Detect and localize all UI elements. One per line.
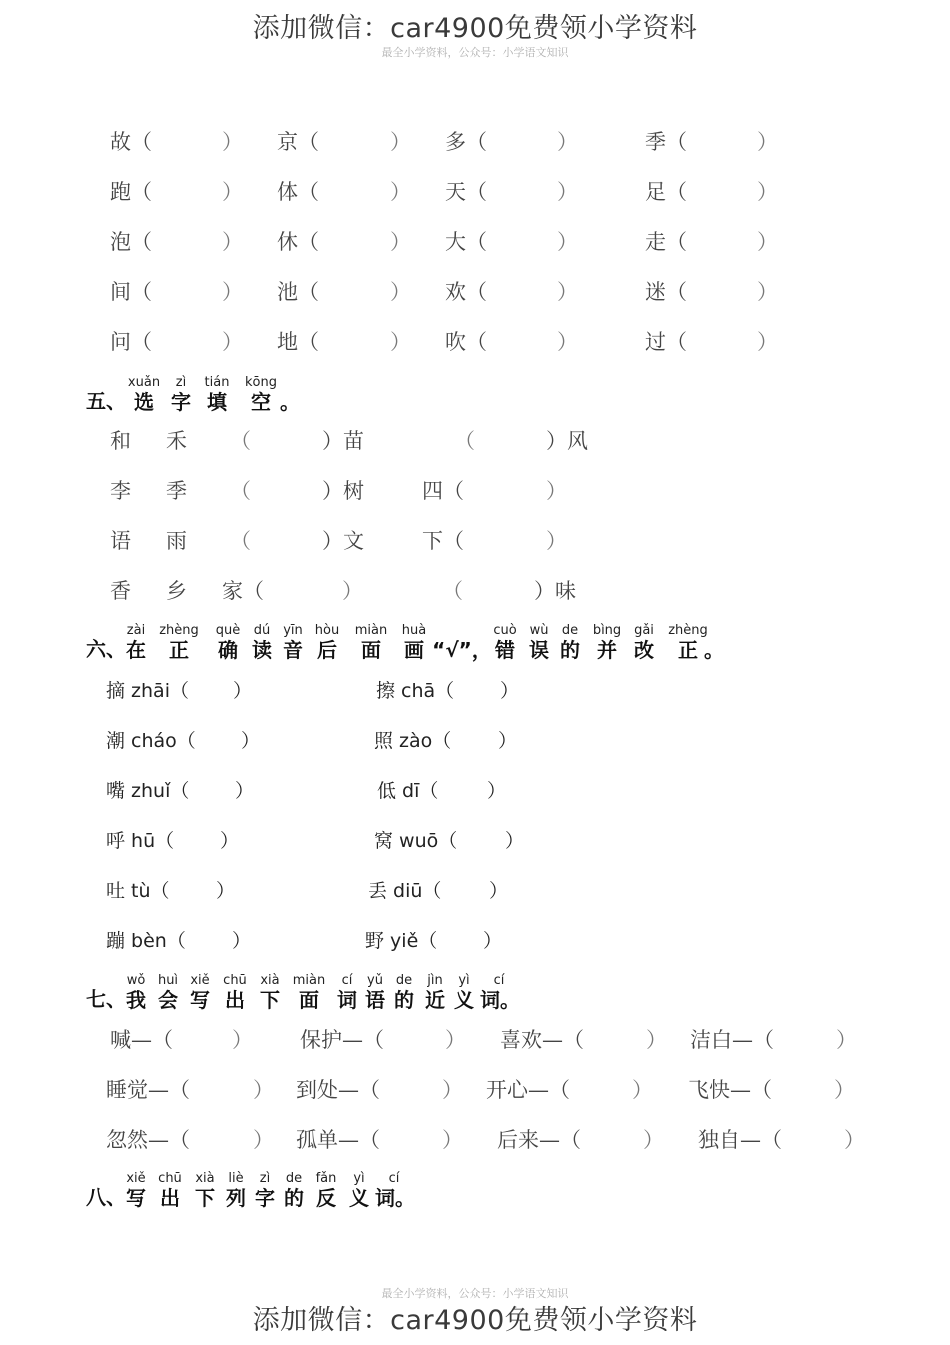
pinyin-char <box>346 1171 372 1210</box>
blank-close: ） <box>546 529 567 553</box>
char-blank: 大（ <box>445 230 487 254</box>
hanzi: 字 <box>171 390 191 414</box>
blank-open: （ <box>442 579 463 603</box>
pinyin-char <box>248 623 276 662</box>
blank-open: （ <box>230 479 251 503</box>
pinyin-item: 潮 cháo（ <box>106 730 196 752</box>
synonym-prompt: 喜欢—（ <box>500 1028 584 1052</box>
synonym-prompt: 洁白—（ <box>690 1028 774 1052</box>
choice-char-a: 李 <box>110 479 131 503</box>
section8-heading <box>86 1160 506 1210</box>
hanzi: 出 <box>225 988 245 1012</box>
blank-close: ） <box>222 180 243 204</box>
pinyin-item: 照 zào（ <box>374 730 452 752</box>
blank-close: ） <box>489 880 509 902</box>
pinyin-char <box>311 1171 341 1210</box>
pinyin: zì <box>259 1171 271 1186</box>
pinyin: huà <box>401 623 427 638</box>
choice-char-b: 季 <box>166 479 187 503</box>
char-blank: 吹（ <box>445 330 487 354</box>
hanzi: 词 <box>337 988 357 1012</box>
char-blank: 体（ <box>277 180 319 204</box>
hanzi: 面 <box>361 638 381 662</box>
pinyin: zhèng <box>668 623 708 638</box>
pinyin: cuò <box>493 623 517 638</box>
pinyin-char <box>289 973 329 1012</box>
pinyin-item: 丢 diū（ <box>368 880 442 902</box>
pinyin: kōng <box>245 375 277 390</box>
synonym-prompt: 忽然—（ <box>106 1128 190 1152</box>
blank-close: ） <box>505 830 525 852</box>
pinyin: dú <box>253 623 271 638</box>
blank-word: 家（ <box>222 579 264 603</box>
hanzi: 错 <box>495 638 515 662</box>
choice-char-b: 雨 <box>166 529 187 553</box>
pinyin: wǒ <box>126 973 146 988</box>
blank-close: ） <box>222 330 243 354</box>
blank-close: ） <box>483 930 503 952</box>
blank-close: ） <box>557 180 578 204</box>
hanzi: 反 <box>316 1186 336 1210</box>
blank-close: ） <box>232 1028 253 1052</box>
pinyin-item: 蹦 bèn（ <box>106 930 186 952</box>
blank-close: ） <box>222 130 243 154</box>
hanzi: 确 <box>218 638 238 662</box>
blank-close: ） <box>390 230 411 254</box>
pinyin-char <box>252 1171 278 1210</box>
blank-close: ） <box>632 1078 653 1102</box>
pinyin-char <box>122 623 150 662</box>
blank-open: （ <box>230 429 251 453</box>
pinyin-item: 嘴 zhuǐ（ <box>106 780 190 802</box>
hanzi: 正 <box>169 638 189 662</box>
section4-row <box>0 176 950 206</box>
pinyin: cí <box>388 1171 400 1186</box>
pinyin: gǎi <box>634 623 654 638</box>
pinyin-char <box>391 973 417 1012</box>
pinyin-char <box>154 623 204 662</box>
blank-word: ）苗 <box>322 429 364 453</box>
blank-close: ） <box>390 130 411 154</box>
blank-close: ） <box>442 1078 463 1102</box>
header-banner: 添加微信：car4900免费领小学资料 <box>252 13 698 44</box>
pinyin: xuǎn <box>127 375 161 390</box>
pinyin-char <box>241 375 281 414</box>
section4-row <box>0 326 950 356</box>
pinyin-item: 擦 chā（ <box>376 680 455 702</box>
choice-char-b: 禾 <box>166 429 187 453</box>
char-blank: 跑（ <box>110 180 152 204</box>
hanzi: 列 <box>226 1186 246 1210</box>
blank-close: ） <box>757 230 778 254</box>
pinyin: wù <box>529 623 549 638</box>
pinyin: zài <box>126 623 146 638</box>
pinyin-char <box>199 375 235 414</box>
blank-close: ） <box>222 230 243 254</box>
footer-banner: 添加微信：car4900免费领小学资料 <box>252 1305 698 1336</box>
pinyin: chū <box>223 973 247 988</box>
pinyin: xià <box>260 973 280 988</box>
blank-close: ） <box>235 780 255 802</box>
hanzi: 在 <box>126 638 146 662</box>
section5-row <box>0 575 950 605</box>
pinyin: miàn <box>354 623 388 638</box>
hanzi: 并 <box>597 638 617 662</box>
blank-close: ） <box>222 280 243 304</box>
blank-word: ）文 <box>322 529 364 553</box>
pinyin: liè <box>228 1171 244 1186</box>
blank-open: （ <box>230 529 251 553</box>
pinyin: bìng <box>592 623 622 638</box>
pinyin: huì <box>157 973 179 988</box>
synonym-prompt: 开心—（ <box>486 1078 570 1102</box>
char-blank: 迷（ <box>645 280 687 304</box>
blank-close: ） <box>232 930 252 952</box>
pinyin-char <box>310 623 344 662</box>
choice-char-b: 乡 <box>166 579 187 603</box>
section6-row <box>0 776 950 806</box>
pinyin-item: 窝 wuō（ <box>374 830 458 852</box>
hanzi: 下 <box>195 1186 215 1210</box>
char-blank: 欢（ <box>445 280 487 304</box>
hanzi: 词。 <box>480 988 520 1012</box>
pinyin-char <box>154 973 182 1012</box>
synonym-prompt: 飞快—（ <box>688 1078 772 1102</box>
section6-row <box>0 926 950 956</box>
blank-close: ） <box>390 180 411 204</box>
pinyin-char <box>556 623 584 662</box>
pinyin-item: 摘 zhāi（ <box>106 680 189 702</box>
pinyin-char <box>589 623 625 662</box>
hanzi: 画 <box>404 638 424 662</box>
hanzi: 义 <box>454 988 474 1012</box>
pinyin-char <box>154 1171 186 1210</box>
blank-close: ） <box>445 1028 466 1052</box>
pinyin-char <box>190 1171 220 1210</box>
pinyin: cí <box>493 973 505 988</box>
section5-row <box>0 475 950 505</box>
char-blank: 天（ <box>445 180 487 204</box>
section7-heading <box>86 962 606 1012</box>
pinyin-char <box>166 375 196 414</box>
hanzi: 的 <box>394 988 414 1012</box>
section6-row <box>0 726 950 756</box>
pinyin: yì <box>458 973 470 988</box>
pinyin: hòu <box>314 623 340 638</box>
section4-row <box>0 226 950 256</box>
blank-word: ）风 <box>546 429 588 453</box>
blank-close: ） <box>557 130 578 154</box>
blank-close: ） <box>557 280 578 304</box>
pinyin-char <box>254 973 286 1012</box>
pinyin: miàn <box>292 973 326 988</box>
blank-close: ） <box>546 479 567 503</box>
blank-close: ） <box>836 1028 857 1052</box>
pinyin: yīn <box>283 623 303 638</box>
hanzi: 。 <box>704 638 724 662</box>
synonym-prompt: 独自—（ <box>698 1128 782 1152</box>
blank-word: ）树 <box>322 479 364 503</box>
blank-close: ） <box>557 330 578 354</box>
pinyin-item: 野 yiě（ <box>365 930 438 952</box>
blank-close: ） <box>216 880 236 902</box>
pinyin: tián <box>204 375 230 390</box>
pinyin: xià <box>195 1171 215 1186</box>
synonym-prompt: 到处—（ <box>296 1078 380 1102</box>
section6-row <box>0 676 950 706</box>
pinyin-char <box>124 375 164 414</box>
pinyin: de <box>395 973 413 988</box>
pinyin-char <box>525 623 553 662</box>
hanzi: 出 <box>160 1186 180 1210</box>
hanzi: 音 <box>283 638 303 662</box>
blank-close: ） <box>253 1128 274 1152</box>
pinyin-char <box>350 623 392 662</box>
check-mark-quote <box>432 638 492 662</box>
pinyin-char <box>279 623 307 662</box>
blank-close: ） <box>834 1078 855 1102</box>
pinyin-item: 呼 hū（ <box>106 830 175 852</box>
blank-close: ） <box>390 330 411 354</box>
hanzi: 的 <box>560 638 580 662</box>
hanzi: 字 <box>255 1186 275 1210</box>
char-blank: 季（ <box>645 130 687 154</box>
hanzi: 填 <box>207 390 227 414</box>
pinyin-char <box>703 638 725 662</box>
pinyin: de <box>561 623 579 638</box>
pinyin: fǎn <box>315 1171 337 1186</box>
pinyin: què <box>215 623 241 638</box>
section7-row <box>0 1024 950 1054</box>
pinyin: zhèng <box>159 623 199 638</box>
pinyin-char <box>451 973 477 1012</box>
pinyin: xiě <box>190 973 210 988</box>
pinyin-char <box>212 623 244 662</box>
pinyin-char <box>122 1171 150 1210</box>
char-blank: 多（ <box>445 130 487 154</box>
hanzi: 正 <box>678 638 698 662</box>
char-blank: 过（ <box>645 330 687 354</box>
pinyin-char <box>280 1171 308 1210</box>
char-blank: 足（ <box>645 180 687 204</box>
hanzi: 我 <box>126 988 146 1012</box>
blank-close: ） <box>500 680 520 702</box>
hanzi: 面 <box>299 988 319 1012</box>
pinyin-char <box>480 973 518 1012</box>
pinyin-char <box>375 1171 413 1210</box>
blank-close: ） <box>643 1128 664 1152</box>
blank-close: ） <box>646 1028 667 1052</box>
pinyin-char <box>122 973 150 1012</box>
pinyin: yǔ <box>367 973 383 988</box>
pinyin-char <box>396 623 432 662</box>
hanzi: 词。 <box>375 1186 415 1210</box>
hanzi: 会 <box>158 988 178 1012</box>
blank-close: ） <box>241 730 261 752</box>
blank-close: ） <box>487 780 507 802</box>
hanzi: 义 <box>349 1186 369 1210</box>
hanzi: 近 <box>425 988 445 1012</box>
section5-row <box>0 425 950 455</box>
pinyin: cí <box>341 973 353 988</box>
blank-word: 下（ <box>422 529 464 553</box>
hanzi: 写 <box>126 1186 146 1210</box>
char-blank: 间（ <box>110 280 152 304</box>
section-number: 五、 <box>86 389 126 413</box>
hanzi: 下 <box>260 988 280 1012</box>
pinyin-char <box>219 973 251 1012</box>
header-subtitle: 最全小学资料，公众号：小学语文知识 <box>381 46 569 59</box>
blank-close: ） <box>757 280 778 304</box>
char-blank: 地（ <box>277 330 319 354</box>
blank-close: ） <box>442 1128 463 1152</box>
blank-word: 四（ <box>422 479 464 503</box>
hanzi: 的 <box>284 1186 304 1210</box>
hanzi: 读 <box>252 638 272 662</box>
hanzi: 空 <box>251 390 271 414</box>
synonym-prompt: 孤单—（ <box>296 1128 380 1152</box>
section6-heading <box>86 612 786 662</box>
hanzi: 。 <box>280 390 300 414</box>
footer-subtitle: 最全小学资料，公众号：小学语文知识 <box>381 1287 569 1300</box>
section-number: 八、 <box>86 1185 126 1209</box>
pinyin: chū <box>158 1171 182 1186</box>
char-blank: 休（ <box>277 230 319 254</box>
pinyin: jìn <box>427 973 443 988</box>
blank-close: ） <box>390 280 411 304</box>
choice-char-a: 语 <box>110 529 131 553</box>
section7-row <box>0 1124 950 1154</box>
hanzi: 误 <box>529 638 549 662</box>
synonym-prompt: 后来—（ <box>497 1128 581 1152</box>
pinyin-char <box>629 623 659 662</box>
pinyin-char <box>422 973 448 1012</box>
blank-open: （ <box>454 429 475 453</box>
blank-word: ）味 <box>534 579 576 603</box>
hanzi: 语 <box>365 988 385 1012</box>
hanzi: 选 <box>134 390 154 414</box>
section5-heading <box>86 364 386 414</box>
pinyin-char <box>489 623 521 662</box>
blank-close: ） <box>757 180 778 204</box>
pinyin-item: 低 dī（ <box>377 780 439 802</box>
char-blank: 京（ <box>277 130 319 154</box>
blank-close: ） <box>220 830 240 852</box>
hanzi: “√”， <box>432 638 492 662</box>
synonym-prompt: 睡觉—（ <box>106 1078 190 1102</box>
char-blank: 问（ <box>110 330 152 354</box>
blank-close: ） <box>498 730 518 752</box>
blank-close: ） <box>757 130 778 154</box>
blank-close: ） <box>844 1128 865 1152</box>
pinyin: de <box>285 1171 303 1186</box>
pinyin-char <box>222 1171 250 1210</box>
blank-close: ） <box>342 579 363 603</box>
char-blank: 池（ <box>277 280 319 304</box>
pinyin-item: 吐 tù（ <box>106 880 170 902</box>
section7-row <box>0 1074 950 1104</box>
pinyin: yì <box>353 1171 365 1186</box>
section6-row <box>0 826 950 856</box>
pinyin-char <box>186 973 214 1012</box>
choice-char-a: 香 <box>110 579 131 603</box>
section6-row <box>0 876 950 906</box>
char-blank: 泡（ <box>110 230 152 254</box>
blank-close: ） <box>757 330 778 354</box>
section4-row <box>0 126 950 156</box>
synonym-prompt: 喊—（ <box>110 1028 173 1052</box>
blank-close: ） <box>557 230 578 254</box>
section-number: 七、 <box>86 987 126 1011</box>
section-number: 六、 <box>86 637 126 661</box>
blank-close: ） <box>253 1078 274 1102</box>
choice-char-a: 和 <box>110 429 131 453</box>
pinyin-char <box>334 973 360 1012</box>
blank-close: ） <box>233 680 253 702</box>
section4-row <box>0 276 950 306</box>
pinyin: zì <box>175 375 187 390</box>
hanzi: 改 <box>634 638 654 662</box>
pinyin: xiě <box>126 1171 146 1186</box>
synonym-prompt: 保护—（ <box>300 1028 384 1052</box>
hanzi: 后 <box>317 638 337 662</box>
hanzi: 写 <box>190 988 210 1012</box>
char-blank: 故（ <box>110 130 152 154</box>
pinyin-char <box>362 973 388 1012</box>
char-blank: 走（ <box>645 230 687 254</box>
pinyin-char <box>278 390 302 414</box>
section5-row <box>0 525 950 555</box>
